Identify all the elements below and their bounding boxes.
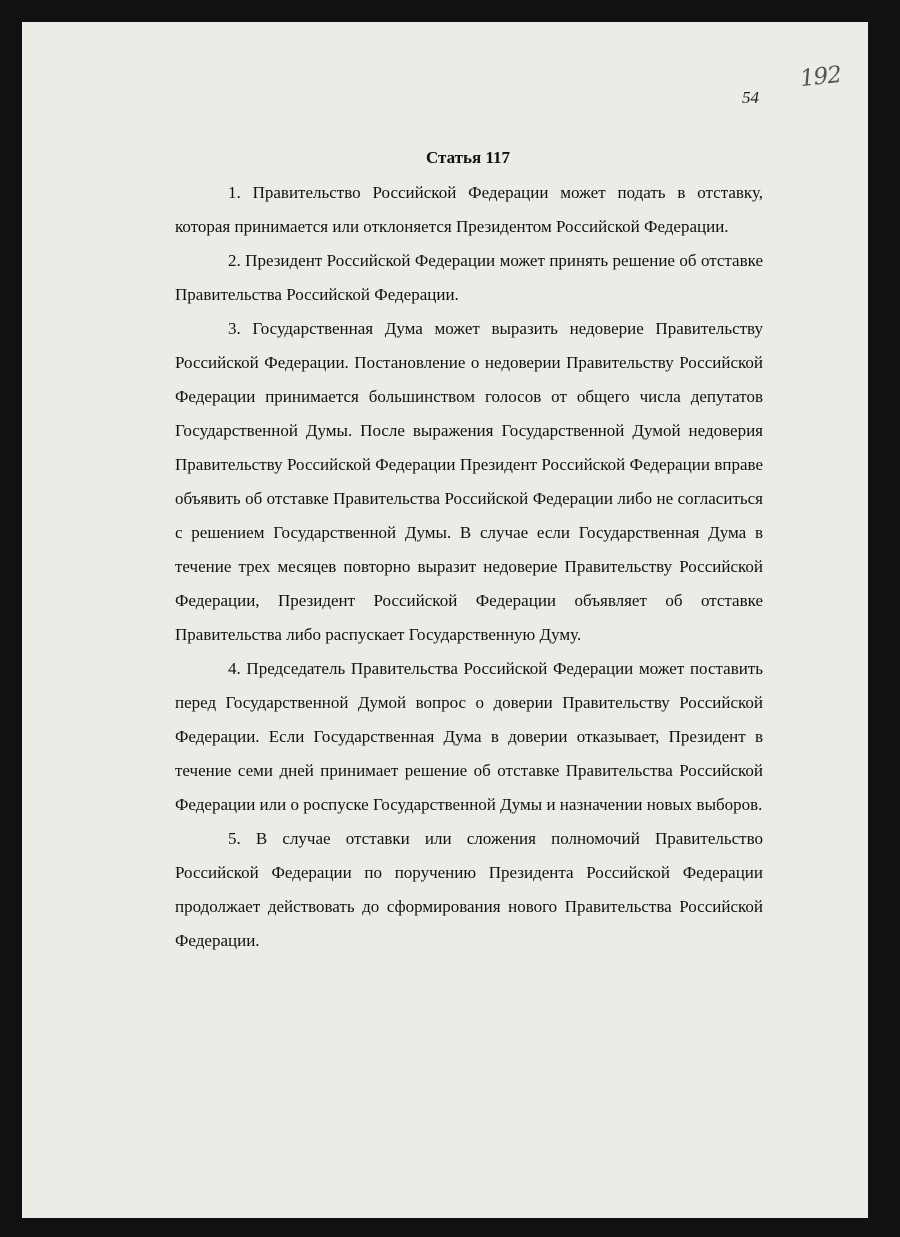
handwritten-archive-number: 192 bbox=[798, 61, 843, 93]
article-clause-2: 2. Президент Российской Федерации может принять решение об отставке Правительства Российской Федерации. bbox=[175, 251, 763, 304]
article-clause-3: 3. Государственная Дума может выразить недоверие Правительству Российской Федерации. Постановление о недоверии Правительству Российской Федерации принимается большинством голосов от общего числа депутатов Государственной Думы. После выражения Государственной Думой недоверия Правительству Российской Федерации Президент Российской Федерации вправе объявить об отставке Правительства Российской Федерации либо не согласиться с решением Государственной Думы. В случае если Государственная Дума в течение трех месяцев повторно выразит недоверие Правительству Российской Федерации, Президент Российской Федерации объявляет об отставке Правительства либо распускает Государственную Думу. bbox=[175, 319, 763, 644]
article-title: Статья 117 bbox=[425, 148, 511, 167]
article-body bbox=[175, 176, 763, 958]
page-number: 54 bbox=[742, 88, 759, 107]
article-clause-4: 4. Председатель Правительства Российской Федерации может поставить перед Государственной Думой вопрос о доверии Правительству Российской Федерации. Если Государственная Дума в доверии отказывает, Президент в течение семи дней принимает решение об отставке Правительства Российской Федерации или о роспуске Государственной Думы и назначении новых выборов. bbox=[175, 659, 763, 814]
article-clause-5: 5. В случае отставки или сложения полномочий Правительство Российской Федерации по поручению Президента Российской Федерации продолжает действовать до сформирования нового Правительства Российской Федерации. bbox=[175, 829, 763, 950]
article-clause-1: 1. Правительство Российской Федерации может подать в отставку, которая принимается или отклоняется Президентом Российской Федерации. bbox=[175, 183, 763, 236]
